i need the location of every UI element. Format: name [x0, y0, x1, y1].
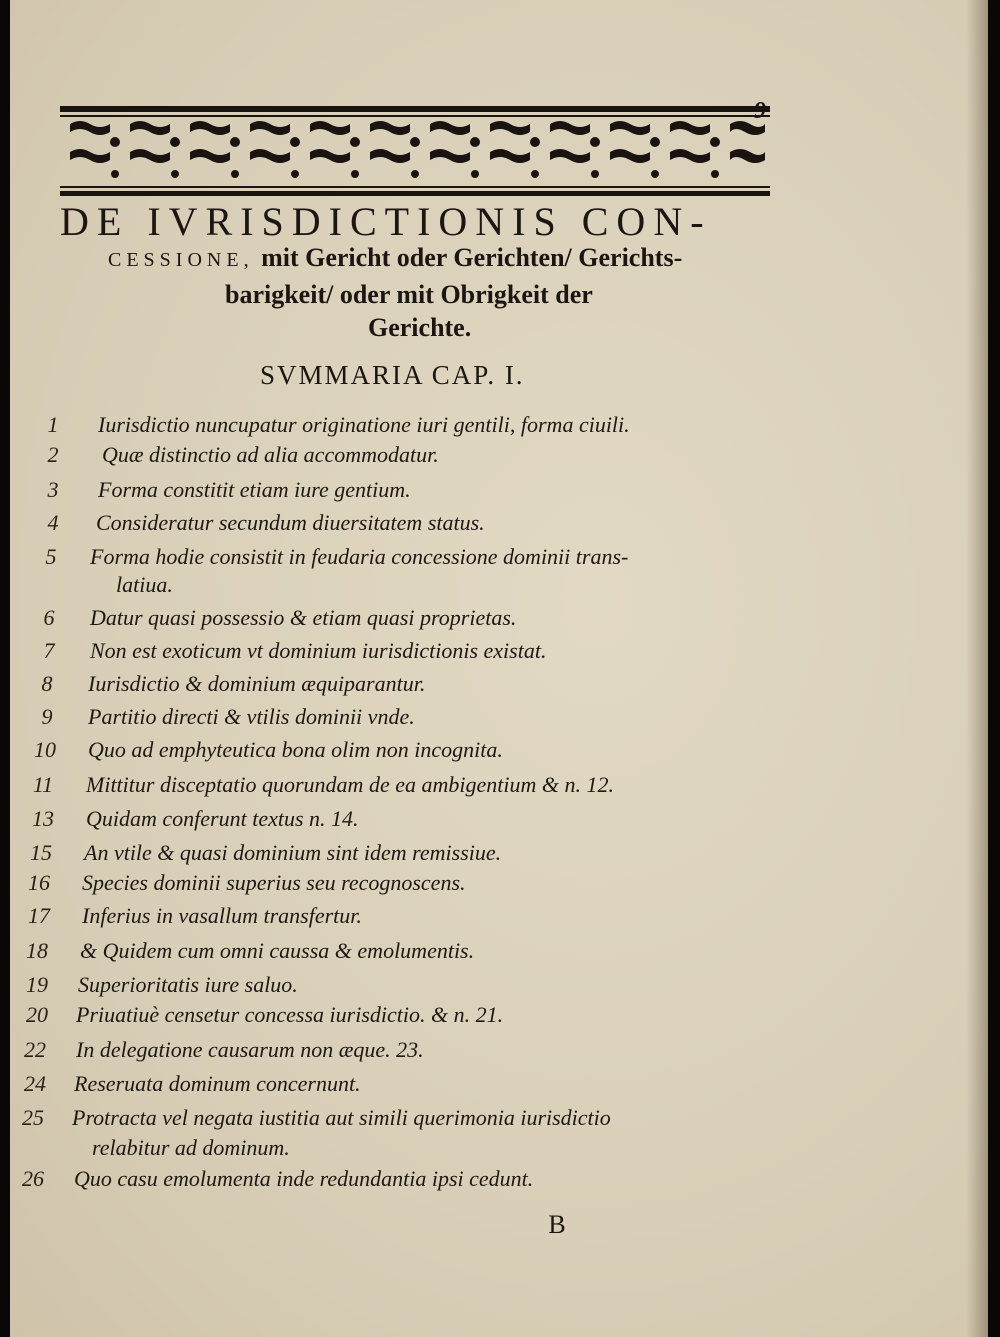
entry-number: 3 [47, 477, 59, 502]
entry-text: Forma constitit etiam iure gentium. [98, 477, 411, 502]
entry-number: 22 [24, 1037, 46, 1062]
entry-text: Iurisdictio & dominium æquiparantur. [88, 671, 426, 696]
summary-entry [10, 638, 988, 672]
summary-entry [10, 477, 988, 511]
chapter-title-line-2 [108, 240, 748, 274]
entry-number: 24 [24, 1071, 46, 1096]
summary-entry [10, 1071, 988, 1105]
chapter-title-line-4: Gerichte. [368, 313, 472, 342]
entry-number: 2 [47, 442, 59, 467]
summary-entry [10, 870, 988, 904]
entry-number: 5 [45, 544, 57, 569]
entry-text-continued: latiua. [116, 572, 173, 597]
entry-text: Consideratur secundum diuersitatem status. [96, 510, 485, 535]
summary-heading: SVMMARIA CAP. I. [260, 360, 525, 390]
entry-number: 26 [22, 1166, 44, 1191]
entry-number: 10 [34, 737, 56, 762]
entry-text: Quæ distinctio ad alia accommodatur. [102, 442, 439, 467]
summary-entry [10, 972, 988, 1006]
entry-text: Partitio directi & vtilis dominii vnde. [88, 704, 415, 729]
summary-entry [10, 704, 988, 738]
entry-text: Inferius in vasallum transfertur. [82, 903, 362, 928]
summary-entry [10, 737, 988, 771]
summary-entry [10, 1037, 988, 1071]
chapter-title-line-1: DE IVRISDICTIONIS CON- [60, 199, 712, 244]
summary-entry [10, 772, 988, 806]
summary-entry [10, 1002, 988, 1036]
entry-text: Priuatiuè censetur concessa iurisdictio. & n. 21. [76, 1002, 504, 1027]
entry-number: 13 [32, 806, 54, 831]
entry-number: 18 [26, 938, 48, 963]
entry-text: & Quidem cum omni caussa & emolumentis. [80, 938, 475, 963]
entry-number: 9 [41, 704, 53, 729]
entry-number: 15 [30, 840, 52, 865]
summary-entry [10, 544, 988, 597]
entry-number: 19 [26, 972, 48, 997]
entry-text: Non est exoticum vt dominium iurisdictionis existat. [90, 638, 547, 663]
entry-number: 16 [28, 870, 50, 895]
entry-text: Datur quasi possessio & etiam quasi proprietas. [90, 605, 517, 630]
entry-text: Quo ad emphyteutica bona olim non incognita. [88, 737, 503, 762]
summary-entry [10, 412, 988, 446]
entry-number: 11 [32, 772, 54, 797]
summary-entry [10, 806, 988, 840]
chapter-title-german: mit Gericht oder Gerichten/ Gerichts- [261, 243, 683, 272]
summary-entry [10, 1166, 988, 1200]
entry-text: An vtile & quasi dominium sint idem remissiue. [84, 840, 502, 865]
entry-text: Quidam conferunt textus n. 14. [86, 806, 359, 831]
page-edge-shadow [966, 0, 988, 1337]
summary-entry [10, 510, 988, 544]
entry-number: 1 [47, 412, 59, 437]
book-page [10, 0, 988, 1337]
summary-entry [10, 840, 988, 874]
signature-mark: B [548, 1210, 566, 1239]
summary-entry [10, 1105, 988, 1160]
chapter-title-line-3: barigkeit/ oder mit Obrigkeit der [225, 280, 593, 309]
entry-text: Mittitur disceptatio quorundam de ea ambigentium & n. 12. [86, 772, 614, 797]
summary-entry [10, 903, 988, 937]
summary-entry [10, 605, 988, 639]
entry-number: 4 [47, 510, 59, 535]
entry-number: 6 [43, 605, 55, 630]
summary-entry [10, 938, 988, 972]
entry-text: Iurisdictio nuncupatur originatione iuri gentili, forma ciuili. [98, 412, 630, 437]
entry-number: 20 [26, 1002, 48, 1027]
summary-entry [10, 671, 988, 705]
entry-number: 8 [41, 671, 53, 696]
chapter-title-caps: CESSIONE, [108, 249, 254, 271]
entry-text: Superioritatis iure saluo. [78, 972, 298, 997]
entry-text-continued: relabitur ad dominum. [92, 1135, 290, 1160]
entry-number: 17 [28, 903, 50, 928]
entry-text: Quo casu emolumenta inde redundantia ipsi cedunt. [74, 1166, 534, 1191]
decorative-header-band [60, 102, 770, 198]
entry-number: 7 [43, 638, 55, 663]
entry-text: Reseruata dominum concernunt. [74, 1071, 361, 1096]
entry-text: Protracta vel negata iustitia aut simili querimonia iurisdictio [72, 1105, 611, 1130]
entry-text: Forma hodie consistit in feudaria concessione dominii trans- [90, 544, 629, 569]
entry-text: In delegatione causarum non æque. 23. [76, 1037, 424, 1062]
entry-text: Species dominii superius seu recognoscens. [82, 870, 466, 895]
entry-number: 25 [22, 1105, 44, 1130]
summary-entry [10, 442, 988, 476]
